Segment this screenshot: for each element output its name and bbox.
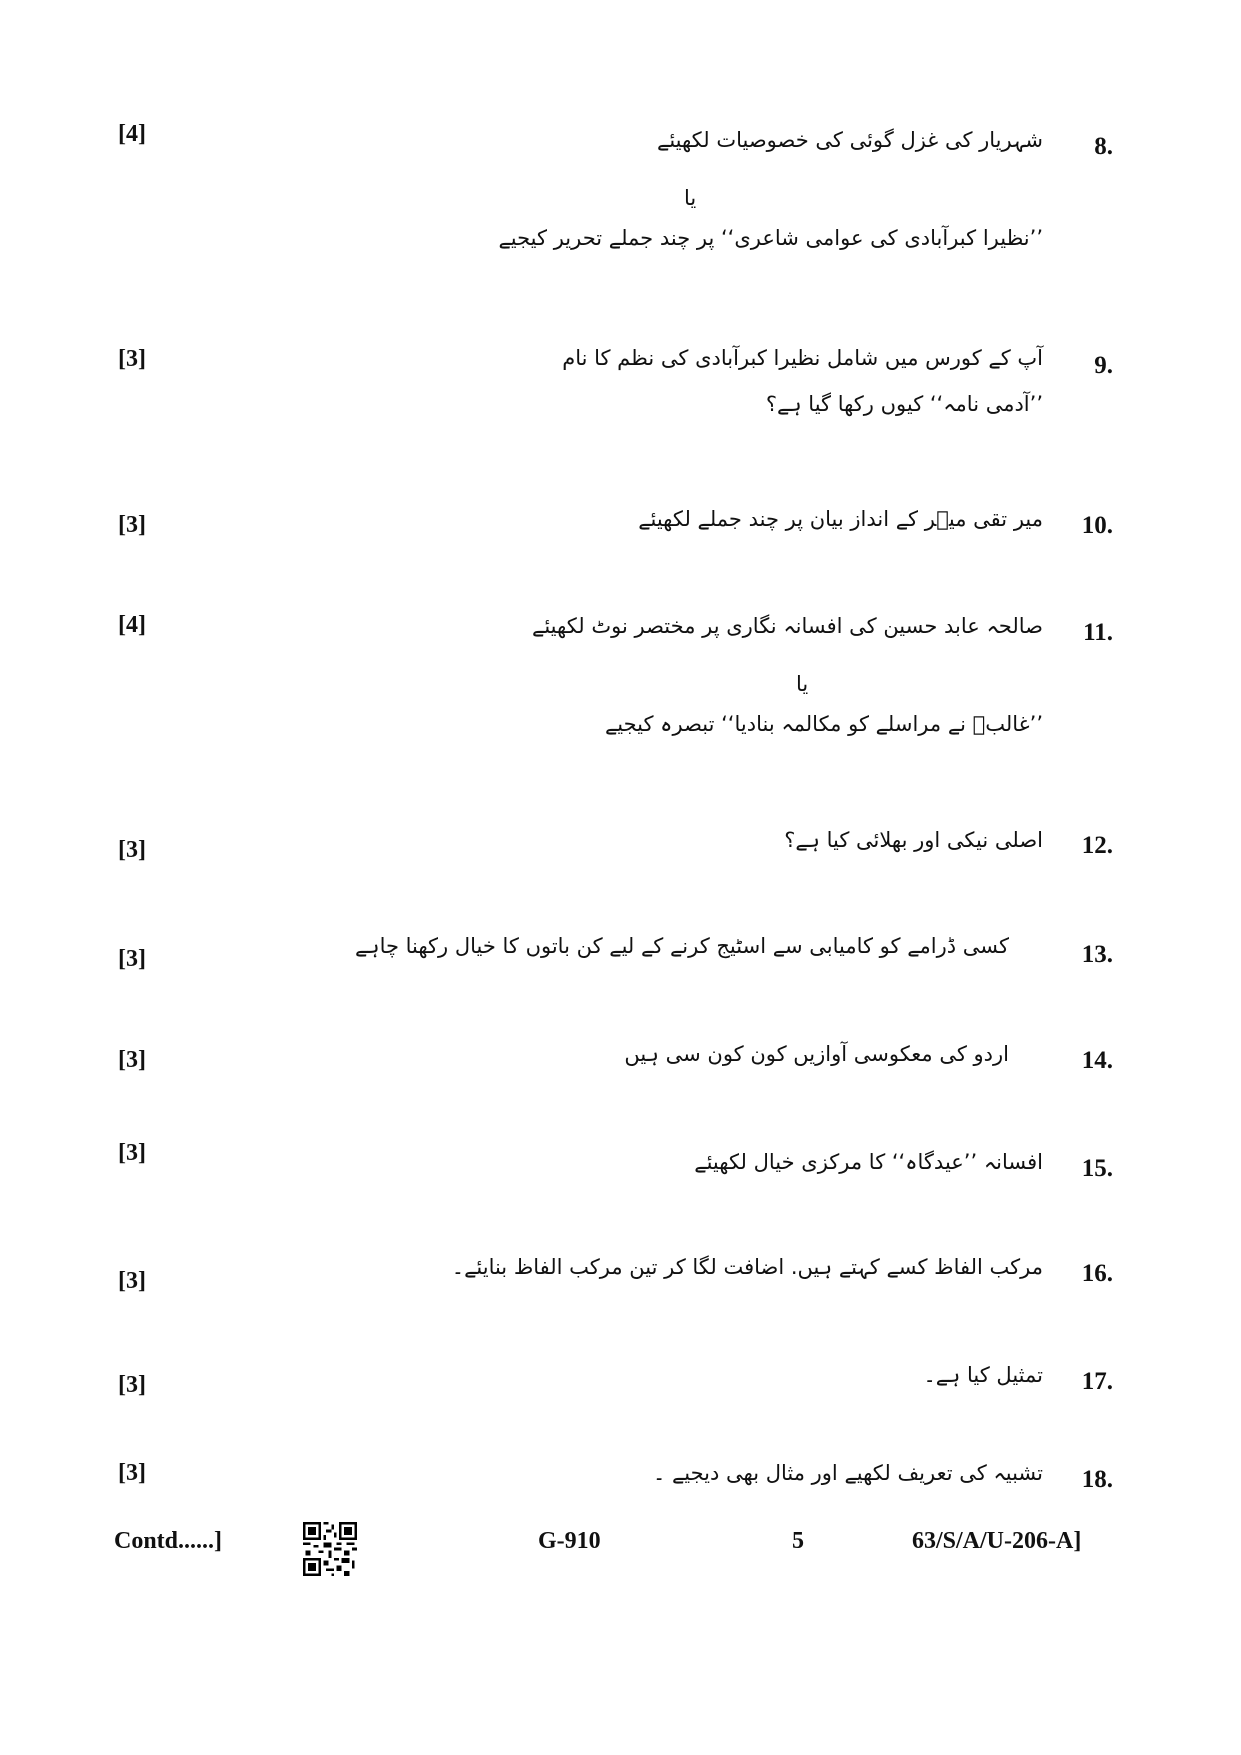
question-8-alt-line-1: ’’نظیرا کبرآبادی کی عوامی شاعری‘‘ پر چند جملے تحریر کیجیے <box>498 226 1043 250</box>
question-number-8: 8. <box>1094 133 1113 160</box>
question-11-line-1: صالحہ عابد حسین کی افسانہ نگاری پر مختصر نوٹ لکھیئے <box>532 614 1043 638</box>
marks-10: [3] <box>118 512 146 538</box>
question-number-14: 14. <box>1081 1047 1113 1074</box>
marks-8: [4] <box>118 121 146 147</box>
question-18-line-1: تشبیہ کی تعریف لکھیے اور مثال بھی دیجیے ۔ <box>652 1461 1043 1485</box>
question-number-10: 10. <box>1081 512 1113 539</box>
question-11-or: یا <box>796 672 809 696</box>
question-13-line-1: کسی ڈرامے کو کامیابی سے اسٹیج کرنے کے لیے کن باتوں کا خیال رکھنا چاہے <box>354 934 1009 958</box>
footer-page-number: 5 <box>792 1528 804 1554</box>
question-8-or: یا <box>684 186 697 210</box>
question-number-15: 15. <box>1081 1155 1113 1182</box>
marks-11: [4] <box>118 612 146 638</box>
question-11-alt-line-1: ’’غالبؔ نے مراسلے کو مکالمہ بنادیا‘‘ تبصرہ کیجیے <box>604 712 1043 736</box>
question-14-line-1: اردو کی معکوسی آوازیں کون کون سی ہیں <box>624 1042 1009 1066</box>
question-17-line-1: تمثیل کیا ہے۔ <box>923 1363 1043 1387</box>
question-9-line-1: آپ کے کورس میں شامل نظیرا کبرآبادی کی نظم کا نام <box>562 346 1043 370</box>
footer-contd: Contd......] <box>114 1528 223 1554</box>
question-number-11: 11. <box>1083 619 1113 646</box>
marks-15: [3] <box>118 1140 146 1166</box>
marks-13: [3] <box>118 946 146 972</box>
marks-9: [3] <box>118 346 146 372</box>
question-16-line-1: مرکب الفاظ کسے کہتے ہیں. اضافت لگا کر تین مرکب الفاظ بنایئے۔ <box>451 1255 1043 1279</box>
marks-14: [3] <box>118 1047 146 1073</box>
question-12-line-1: اصلی نیکی اور بھلائی کیا ہے؟ <box>784 828 1043 852</box>
question-number-18: 18. <box>1081 1466 1113 1493</box>
question-number-16: 16. <box>1081 1260 1113 1287</box>
question-15-line-1: افسانہ ’’عیدگاہ‘‘ کا مرکزی خیال لکھیئے <box>694 1150 1043 1174</box>
marks-12: [3] <box>118 837 146 863</box>
question-number-9: 9. <box>1094 352 1113 379</box>
question-number-13: 13. <box>1081 941 1113 968</box>
footer-code: G-910 <box>538 1528 601 1554</box>
question-number-17: 17. <box>1081 1368 1113 1395</box>
qr-code-icon <box>303 1522 357 1576</box>
marks-16: [3] <box>118 1268 146 1294</box>
question-10-line-1: میر تقی میؔر کے انداز بیان پر چند جملے لکھیئے <box>638 507 1043 531</box>
marks-17: [3] <box>118 1372 146 1398</box>
marks-18: [3] <box>118 1460 146 1486</box>
question-number-12: 12. <box>1081 832 1113 859</box>
question-9-line-2: ’’آدمی نامہ‘‘ کیوں رکھا گیا ہے؟ <box>765 392 1043 416</box>
footer-paper-code: 63/S/A/U-206-A] <box>912 1528 1082 1554</box>
question-8-line-1: شہریار کی غزل گوئی کی خصوصیات لکھیئے <box>657 128 1043 152</box>
